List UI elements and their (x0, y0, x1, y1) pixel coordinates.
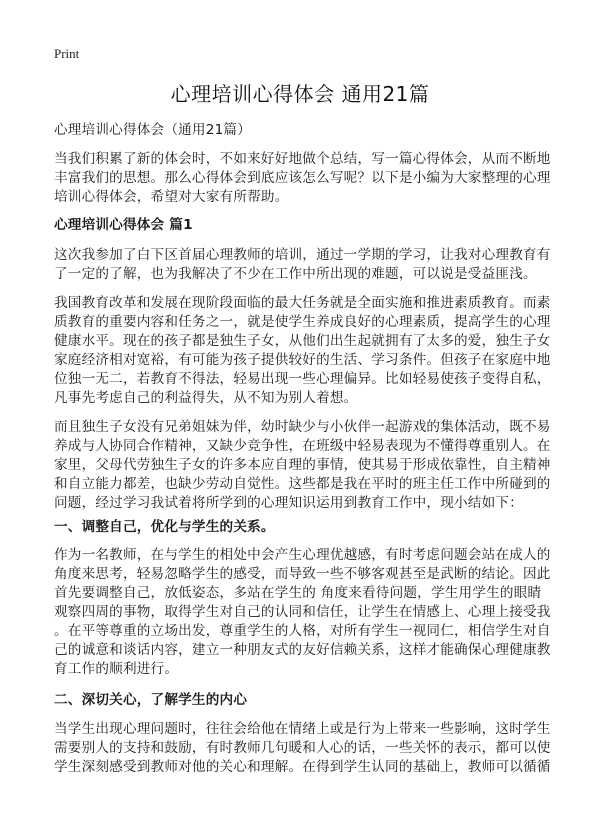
section-heading (54, 691, 574, 710)
text-line: 家庭经济相对宽裕，有可能为孩子提供较好的生活、学习条件。但孩子在家庭中地 (54, 352, 551, 368)
text-line: 我国教育改革和发展在现阶段面临的最大任务就是全面实施和推进素质教育。而素 (54, 295, 551, 311)
paragraph (54, 294, 574, 408)
text-line: 首先要调整自己，放低姿态，多站在学生的 角度来看待问题，学生用学生的眼睛 (54, 585, 542, 601)
text-line: 己的诚意和谈话内容，建立一种朋友式的友好信赖关系，这样才能确保心理健康教 (54, 642, 551, 658)
paragraph (54, 418, 574, 513)
text-line: 这次我参加了白下区首届心理教师的培训，通过一学期的学习，让我对心理教育有 (54, 247, 551, 263)
text-line: 。在平等尊重的立场出发，尊重学生的人格，对所有学生一视同仁，相信学生对自 (54, 623, 551, 639)
text-line: 凡事先考虑自己的利益得失，从不知为别人着想。 (54, 390, 358, 406)
text-line: 当我们积累了新的体会时，不如来好好地做个总结，写一篇心得体会，从而不断地 (54, 151, 551, 167)
text-line: 和自立能力都差，也缺少劳动自觉性。这些都是我在平时的班主任工作中所碰到的 (54, 476, 551, 492)
text-line: 了一定的了解，也为我解决了不少在工作中所出现的难题，可以说是受益匪浅。 (54, 266, 537, 282)
text-line: 而且独生子女没有兄弟姐妹为伴，幼时缺少与小伙伴一起游戏的集体活动，既不易 (54, 419, 551, 435)
section-heading (54, 216, 574, 235)
text-line: 二、深切关心，了解学生的内心 (54, 692, 248, 708)
section-heading (54, 518, 574, 537)
text-line: 学生深刻感受到教师对他的关心和理解。在得到学生认同的基础上，教师可以循循 (54, 759, 551, 775)
text-line: 质教育的重要内容和任务之一，就是使学生养成良好的心理素质，提高学生的心理 (54, 314, 551, 330)
text-line: 培训心得体会，希望对大家有所帮助。 (54, 189, 289, 205)
text-line: 位独一无二，若教育不得法，轻易出现一些心理偏异。比如轻易使孩子变得自私， (54, 371, 551, 387)
text-line: 作为一名教师，在与学生的相处中会产生心理优越感，有时考虑问题会站在成人的 (54, 547, 551, 563)
text-line: 丰富我们的思想。那么心得体会到底应该怎么写呢？以下是小编为大家整理的心理 (54, 170, 551, 186)
text-line: 心理培训心得体会 篇1 (54, 217, 193, 233)
paragraph (54, 246, 574, 284)
text-line: 家里，父母代劳独生子女的许多本应自理的事情，使其易于形成依靠性，自主精神 (54, 457, 551, 473)
paragraph (54, 121, 574, 140)
print-link[interactable]: Print (54, 46, 80, 61)
text-line: 角度来思考，轻易忽略学生的感受，而导致一些不够客观甚至是武断的结论。因此 (54, 566, 551, 582)
text-line: 养成与人协同合作精神，又缺少竞争性，在班级中轻易表现为不懂得尊重别人。在 (54, 438, 551, 454)
paragraph (54, 720, 574, 777)
text-line: 心理培训心得体会（通用21篇） (54, 122, 252, 138)
text-line: 当学生出现心理问题时，往往会给他在情绪上或是行为上带来一些影响，这时学生 (54, 721, 551, 737)
text-line: 育工作的顺利进行。 (54, 661, 179, 677)
paragraph (54, 150, 574, 207)
text-line: 健康水平。现在的孩子都是独生子女，从他们出生起就拥有了太多的爱，独生子女 (54, 333, 551, 349)
text-line: 一、调整自己，优化与学生的关系。 (54, 519, 275, 535)
text-line: 问题，经过学习我试着将所学到的心理知识运用到教育工作中，现小结如下： (54, 495, 523, 511)
text-line: 观察四周的事物，取得学生对自己的认同和信任，让学生在情感上、心理上接受我 (54, 604, 551, 620)
paragraph (54, 546, 574, 679)
text-line: 需要别人的支持和鼓励，有时教师几句暖和人心的话，一些关怀的表示，都可以使 (54, 740, 551, 756)
page-title: 心理培训心得体会 通用21篇 (170, 82, 430, 106)
